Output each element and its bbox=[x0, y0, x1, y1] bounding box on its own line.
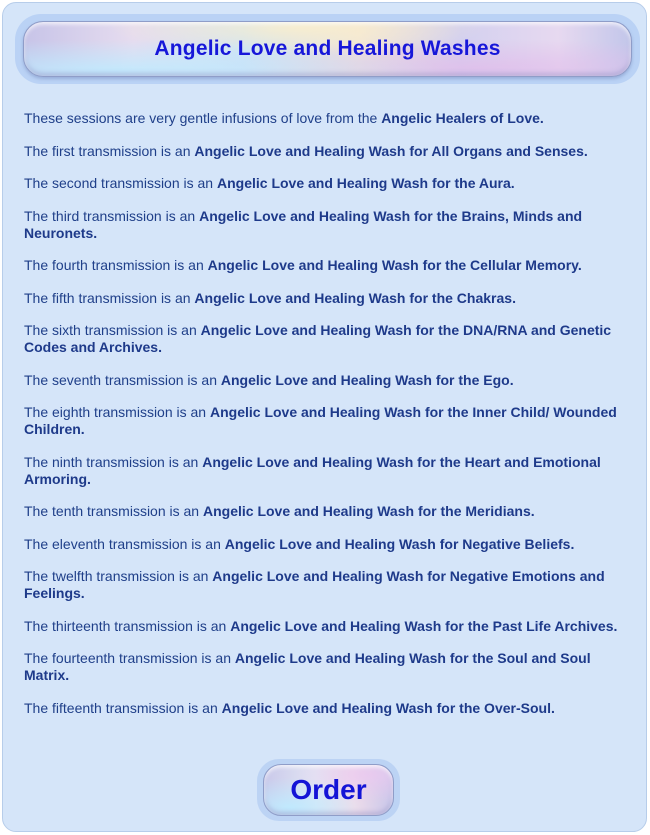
transmission-item: The tenth transmission is an Angelic Love and Healing Wash for the Meridians. bbox=[24, 503, 535, 519]
transmission-item: The fourteenth transmission is an Angelic Love and Healing Wash for the Soul and Soul Matrix. bbox=[24, 650, 591, 683]
transmission-list bbox=[24, 110, 639, 732]
intro-paragraph: These sessions are very gentle infusions of love from the Angelic Healers of Love. bbox=[24, 110, 544, 126]
transmission-item: The seventh transmission is an Angelic Love and Healing Wash for the Ego. bbox=[24, 371, 514, 388]
order-button-frame bbox=[257, 759, 400, 821]
transmission-item: The fifteenth transmission is an Angelic Love and Healing Wash for the Over-Soul. bbox=[24, 699, 555, 716]
transmission-item: The sixth transmission is an Angelic Love and Healing Wash for the DNA/RNA and Genetic Codes and Archives. bbox=[24, 322, 612, 355]
transmission-item: The eighth transmission is an Angelic Love and Healing Wash for the Inner Child/ Wounded Children. bbox=[24, 404, 617, 437]
transmission-item: The fourth transmission is an Angelic Love and Healing Wash for the Cellular Memory. bbox=[24, 257, 582, 273]
transmission-item: The twelfth transmission is an Angelic Love and Healing Wash for Negative Emotions and Feelings. bbox=[24, 568, 605, 601]
order-button-label: Order bbox=[290, 774, 367, 805]
content-panel bbox=[2, 2, 647, 832]
page-title: Angelic Love and Healing Washes bbox=[154, 37, 501, 60]
order-button[interactable] bbox=[263, 764, 394, 816]
transmission-item: The fifth transmission is an Angelic Love and Healing Wash for the Chakras. bbox=[24, 289, 516, 306]
title-banner bbox=[23, 21, 632, 77]
transmission-item: The first transmission is an Angelic Love and Healing Wash for All Organs and Senses. bbox=[24, 142, 588, 159]
title-banner-frame bbox=[15, 14, 640, 84]
transmission-item: The second transmission is an Angelic Love and Healing Wash for the Aura. bbox=[24, 175, 515, 191]
transmission-item: The thirteenth transmission is an Angelic Love and Healing Wash for the Past Life Archives. bbox=[24, 617, 618, 634]
transmission-item: The third transmission is an Angelic Love and Healing Wash for the Brains, Minds and Neuronets. bbox=[24, 207, 583, 241]
transmission-item: The ninth transmission is an Angelic Love and Healing Wash for the Heart and Emotional Armoring. bbox=[24, 453, 601, 487]
transmission-item: The eleventh transmission is an Angelic Love and Healing Wash for Negative Beliefs. bbox=[24, 535, 575, 552]
